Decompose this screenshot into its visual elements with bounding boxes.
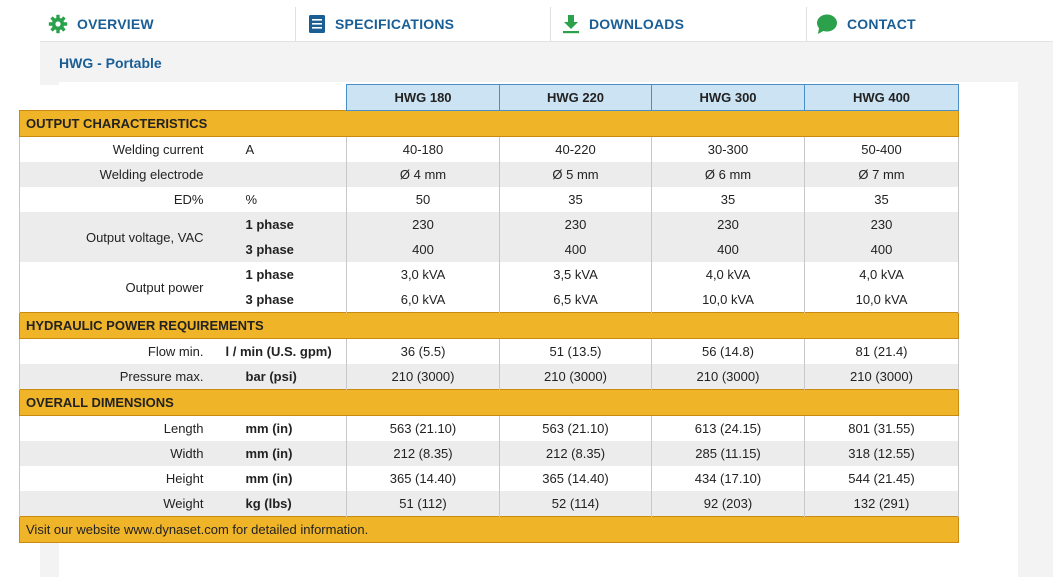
cell-value: 318 (12.55) — [805, 441, 959, 466]
table-row — [20, 212, 959, 237]
cell-value: 35 — [805, 187, 959, 212]
cell-value: 365 (14.40) — [500, 466, 652, 491]
row-unit: A — [220, 137, 347, 163]
row-label: Width — [20, 441, 220, 466]
row-label: Pressure max. — [20, 364, 220, 390]
row-unit: bar (psi) — [220, 364, 347, 390]
cell-value: 210 (3000) — [500, 364, 652, 390]
cell-value: 230 — [652, 212, 805, 237]
nav-divider — [295, 7, 296, 41]
section-hydraulic-power: HYDRAULIC POWER REQUIREMENTS — [20, 313, 959, 339]
cell-value: 35 — [500, 187, 652, 212]
table-row — [20, 441, 959, 466]
row-unit: 3 phase — [220, 287, 347, 313]
nav-overview[interactable] — [48, 7, 154, 41]
table-footer-note: Visit our website www.dynaset.com for detailed information. — [20, 517, 959, 543]
download-icon — [562, 14, 580, 34]
section-output-characteristics: OUTPUT CHARACTERISTICS — [20, 111, 959, 137]
row-label: Length — [20, 416, 220, 442]
cell-value: 56 (14.8) — [652, 339, 805, 365]
row-unit: mm (in) — [220, 416, 347, 442]
row-unit: % — [220, 187, 347, 212]
cell-value: 50 — [347, 187, 500, 212]
table-row — [20, 262, 959, 287]
cell-value: 434 (17.10) — [652, 466, 805, 491]
cell-value: 563 (21.10) — [500, 416, 652, 442]
cell-value: 10,0 kVA — [652, 287, 805, 313]
document-icon — [308, 14, 326, 34]
cell-value: 563 (21.10) — [347, 416, 500, 442]
section-overall-dimensions: OVERALL DIMENSIONS — [20, 390, 959, 416]
cell-value: 51 (112) — [347, 491, 500, 517]
cell-value: 285 (11.15) — [652, 441, 805, 466]
table-row — [20, 137, 959, 163]
cell-value: 400 — [805, 237, 959, 262]
gear-icon — [48, 14, 68, 34]
chat-bubble-icon — [816, 14, 838, 34]
cell-value: 4,0 kVA — [652, 262, 805, 287]
table-row — [20, 416, 959, 442]
row-unit: kg (lbs) — [220, 491, 347, 517]
specifications-table — [19, 84, 959, 543]
cell-value: 230 — [500, 212, 652, 237]
cell-value: 40-220 — [500, 137, 652, 163]
row-unit: mm (in) — [220, 466, 347, 491]
table-row — [20, 466, 959, 491]
table-row — [20, 339, 959, 365]
cell-value: 50-400 — [805, 137, 959, 163]
cell-value: 81 (21.4) — [805, 339, 959, 365]
cell-value: 212 (8.35) — [500, 441, 652, 466]
nav-downloads[interactable] — [562, 7, 684, 41]
cell-value: 230 — [805, 212, 959, 237]
nav-contact-label: CONTACT — [847, 16, 916, 32]
cell-value: 212 (8.35) — [347, 441, 500, 466]
nav-divider — [550, 7, 551, 41]
cell-value: Ø 4 mm — [347, 162, 500, 187]
nav-specifications[interactable] — [308, 7, 454, 41]
row-label: Output voltage, VAC — [20, 212, 220, 262]
row-unit: 1 phase — [220, 262, 347, 287]
breadcrumb: HWG - Portable — [59, 55, 162, 71]
cell-value: 400 — [652, 237, 805, 262]
cell-value: 6,0 kVA — [347, 287, 500, 313]
row-label: Weight — [20, 491, 220, 517]
cell-value: 365 (14.40) — [347, 466, 500, 491]
row-unit: mm (in) — [220, 441, 347, 466]
nav-divider — [806, 7, 807, 41]
cell-value: Ø 6 mm — [652, 162, 805, 187]
row-unit — [220, 162, 347, 187]
top-navigation — [40, 7, 1053, 42]
cell-value: 3,0 kVA — [347, 262, 500, 287]
cell-value: 210 (3000) — [347, 364, 500, 390]
cell-value: 132 (291) — [805, 491, 959, 517]
row-unit: 3 phase — [220, 237, 347, 262]
cell-value: 210 (3000) — [805, 364, 959, 390]
cell-value: 52 (114) — [500, 491, 652, 517]
table-row — [20, 162, 959, 187]
cell-value: 51 (13.5) — [500, 339, 652, 365]
row-label: Welding current — [20, 137, 220, 163]
cell-value: 35 — [652, 187, 805, 212]
cell-value: 4,0 kVA — [805, 262, 959, 287]
model-header: HWG 300 — [652, 85, 805, 111]
cell-value: Ø 7 mm — [805, 162, 959, 187]
nav-contact[interactable] — [816, 7, 916, 41]
cell-value: Ø 5 mm — [500, 162, 652, 187]
nav-overview-label: OVERVIEW — [77, 16, 154, 32]
row-label: Flow min. — [20, 339, 220, 365]
cell-value: 30-300 — [652, 137, 805, 163]
row-label: Height — [20, 466, 220, 491]
cell-value: 6,5 kVA — [500, 287, 652, 313]
row-label: ED% — [20, 187, 220, 212]
model-header: HWG 220 — [500, 85, 652, 111]
cell-value: 10,0 kVA — [805, 287, 959, 313]
table-row — [20, 491, 959, 517]
cell-value: 400 — [500, 237, 652, 262]
model-header: HWG 400 — [805, 85, 959, 111]
cell-value: 92 (203) — [652, 491, 805, 517]
row-unit: 1 phase — [220, 212, 347, 237]
table-row — [20, 364, 959, 390]
cell-value: 210 (3000) — [652, 364, 805, 390]
header-blank — [20, 85, 347, 111]
model-header: HWG 180 — [347, 85, 500, 111]
cell-value: 36 (5.5) — [347, 339, 500, 365]
cell-value: 40-180 — [347, 137, 500, 163]
cell-value: 3,5 kVA — [500, 262, 652, 287]
row-label: Output power — [20, 262, 220, 313]
nav-downloads-label: DOWNLOADS — [589, 16, 685, 32]
table-row — [20, 187, 959, 212]
cell-value: 230 — [347, 212, 500, 237]
cell-value: 613 (24.15) — [652, 416, 805, 442]
cell-value: 400 — [347, 237, 500, 262]
cell-value: 801 (31.55) — [805, 416, 959, 442]
row-unit: l / min (U.S. gpm) — [220, 339, 347, 365]
nav-specifications-label: SPECIFICATIONS — [335, 16, 455, 32]
cell-value: 544 (21.45) — [805, 466, 959, 491]
row-label: Welding electrode — [20, 162, 220, 187]
